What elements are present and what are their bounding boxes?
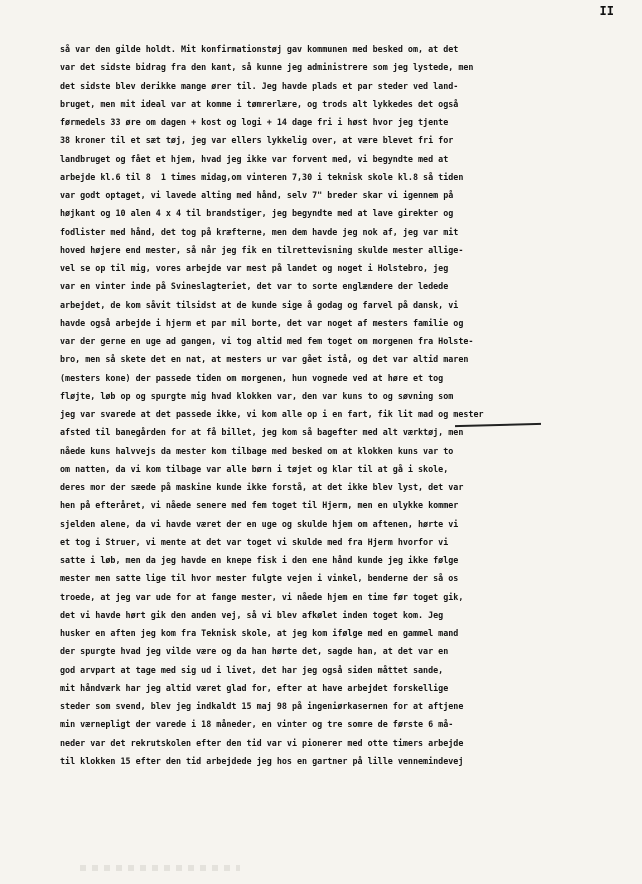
typewritten-body [60,40,615,770]
text-line: havde også arbejde i hjerm et par mil borte, det var noget af mesters familie og [60,317,464,328]
text-line: fløjte, løb op og spurgte mig hvad klokken var, den var kuns to og søvning som [60,390,454,401]
text-line: højkant og 10 alen 4 x 4 til brandstiger, jeg begyndte med at lave girekter og [60,208,454,219]
text-line: mit håndværk har jeg altid været glad for, efter at have arbejdet forskellige [60,682,449,693]
text-line: (mesters kone) der passede tiden om morgenen, hun vognede ved at høre et tog [60,372,444,383]
text-line: var der gerne en uge ad gangen, vi tog altid med fem toget om morgenen fra Holste- [60,336,474,346]
text-line: bro, men så skete det en nat, at mesters ur var gået istå, og det var altid maren [60,354,469,365]
text-line: var godt optaget, vi lavede alting med hånd, selv 7" breder skar vi igennem på [60,190,454,200]
text-line: nåede kuns halvvejs da mester kom tilbage med besked om at klokken kuns var to [60,445,454,456]
text-line: min værnepligt der varede i 18 måneder, en vinter og tre somre de første 6 må- [60,719,454,730]
text-line: 38 kroner til et sæt tøj, jeg var ellers lykkelig over, at være blevet fri for [60,135,454,146]
text-line: til klokken 15 efter den tid arbejdede jeg hos en gartner på lille vennemindevej [60,755,464,766]
text-line: sjelden alene, da vi havde været der en uge og skulde hjem om aftenen, hørte vi [60,518,459,529]
text-line: fodlister med hånd, det tog på kræfterne, men dem havde jeg nok af, jeg var mit [60,226,459,237]
scan-smudge [80,865,240,871]
text-line: god arvpart at tage med sig ud i livet, det har jeg også siden måttet sande, [60,664,444,675]
text-line: arbejde kl.6 til 8 1 times midag,om vinteren 7,30 i teknisk skole kl.8 så tiden [60,171,464,182]
text-line: så var den gilde holdt. Mit konfirmationstøj gav kommunen med besked om, at det [60,44,459,54]
text-line: et tog i Struer, vi mente at det var toget vi skulde med fra Hjerm hvorfor vi [60,536,449,547]
text-line: om natten, da vi kom tilbage var alle børn i tøjet og klar til at gå i skole, [60,463,449,474]
text-line: der spurgte hvad jeg vilde være og da han hørte det, sagde han, at det var en [60,646,449,657]
text-line: bruget, men mit ideal var at komme i tømrerlære, og trods alt lykkedes det også [60,98,459,109]
text-line: afsted til banegården for at få billet, jeg kom så bagefter med alt værktøj, men [60,427,464,438]
text-line: neder var det rekrutskolen efter den tid var vi pionerer med otte timers arbejde [60,737,464,748]
text-line: det sidste blev derikke mange ører til. Jeg havde plads et par steder ved land- [60,80,459,91]
text-line: hen på efteråret, vi nåede senere med fem toget til Hjerm, men en ulykke kommer [60,500,459,511]
text-line: mester men satte lige til hvor mester fulgte vejen i vinkel, benderne der så os [60,573,459,584]
text-line: var det sidste bidrag fra den kant, så kunne jeg administrere som jeg lystede, men [60,62,474,73]
text-line: hoved højere end mester, så når jeg fik en tilrettevisning skulde mester allige- [60,244,464,255]
text-line: husker en aften jeg kom fra Teknisk skole, at jeg kom ifølge med en gammel mand [60,628,459,638]
text-line: deres mor der sæede på maskine kunde ikke forstå, at det ikke blev lyst, det var [60,482,464,492]
text-line: arbejdet, de kom såvit tilsidst at de kunde sige å godag og farvel på dansk, vi [60,299,459,310]
text-line: landbruget og fået et hjem, hvad jeg ikke var forvent med, vi begyndte med at [60,153,449,164]
text-line: vel se op til mig, vores arbejde var mest på landet og noget i Holstebro, jeg [60,263,449,273]
text-line: var en vinter inde på Svineslagteriet, det var to sorte englændere der ledede [60,281,449,292]
text-line: troede, at jeg var ude for at fange mester, vi nåede hjem en time før toget gik, [60,591,464,602]
text-line: det vi havde hørt gik den anden vej, så vi blev afkølet inden toget kom. Jeg [60,609,444,620]
text-line: satte i løb, men da jeg havde en knepe fisk i den ene hånd kunde jeg ikke følge [60,555,459,565]
text-line: jeg var svarede at det passede ikke, vi kom alle op i en fart, fik lit mad og mester [60,409,484,419]
text-line: steder som svend, blev jeg indkaldt 15 maj 98 på ingeniørkasernen for at aftjene [60,701,464,711]
text-line: førmedels 33 øre om dagen + kost og logi + 14 dage fri i høst hvor jeg tjente [60,117,449,127]
page-number: II [599,4,614,18]
